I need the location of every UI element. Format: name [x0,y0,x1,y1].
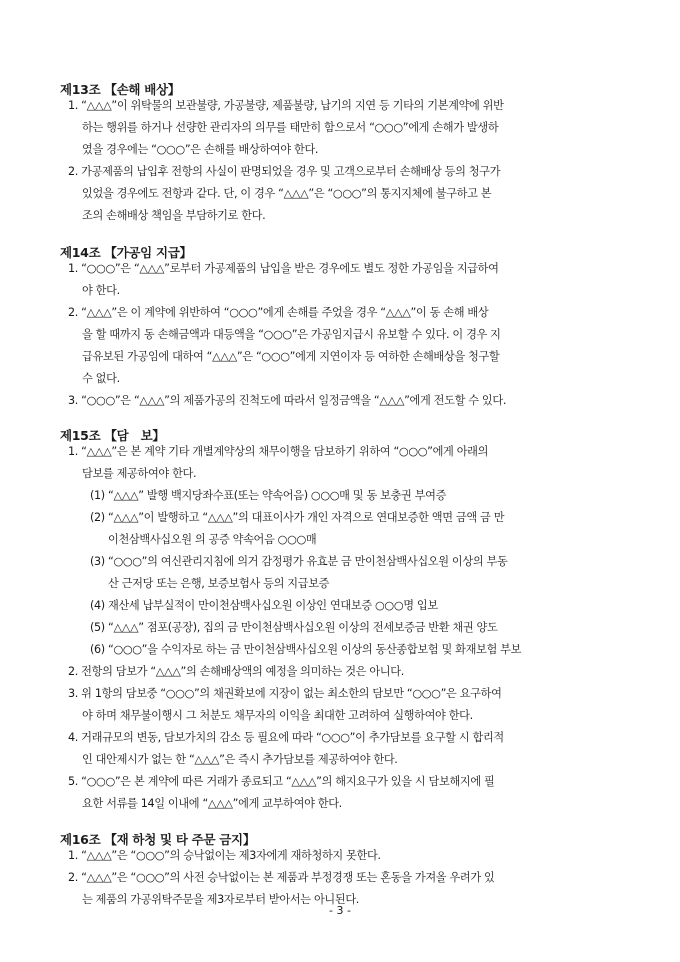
article-16-title: 제16조 【재 하청 및 타 주문 금지】 [60,832,256,847]
article-15-subitem: (6) “○○○”을 수익자로 하는 금 만이천삼백사십오원 이상의 동산종합보험 및 화재보험 부보 [90,643,522,656]
article-13-line: 있었을 경우에도 전항과 같다. 단, 이 경우 “△△△”은 “○○○”의 통지지체에 불구하고 본 [82,187,492,200]
article-13-title: 제13조 【손해 배상】 [60,82,180,97]
article-14-line: 2. “△△△”은 이 계약에 위반하여 “○○○”에게 손해를 주었을 경우 “△△△”이 동 손해 배상 [68,306,489,319]
article-14-line: 야 한다. [82,284,120,297]
article-15-line: 인 대안제시가 없는 한 “△△△”은 즉시 추가담보를 제공하여야 한다. [82,753,398,766]
article-14-line: 3. “○○○”은 “△△△”의 제품가공의 진척도에 따라서 일정금액을 “△△△”에게 전도할 수 있다. [68,394,507,407]
article-14-line: 급유보된 가공임에 대하여 “△△△”은 “○○○”에게 지연이자 등 여하한 손해배상을 청구할 [82,350,500,363]
article-15-title: 제15조 【담 보】 [60,428,165,443]
article-15-line: 4. 거래규모의 변동, 담보가치의 감소 등 필요에 따라 “○○○”이 추가담보를 요구할 시 합리적 [68,731,504,744]
article-15-subitem: (4) 재산세 납부실적이 만이천삼백사십오원 이상인 연대보증 ○○○명 입보 [90,599,438,612]
article-13-line: 2. 가공제품의 납입후 전항의 사실이 판명되었을 경우 및 고객으로부터 손해배상 등의 청구가 [68,165,501,178]
article-13-line: 였을 경우에는 “○○○”은 손해를 배상하여야 한다. [82,143,319,156]
article-14-line: 1. “○○○”은 “△△△”로부터 가공제품의 납입을 받은 경우에도 별도 정한 가공임을 지급하여 [68,262,499,275]
article-15-line: 3. 위 1항의 담보중 “○○○”의 채권확보에 지장이 없는 최소한의 담보만 “○○○”은 요구하여 [68,687,502,700]
article-15-subitem: 산 근저당 또는 은행, 보증보험사 등의 지급보증 [108,577,330,590]
article-15-line: 5. “○○○”은 본 계약에 따른 거래가 종료되고 “△△△”의 해지요구가 있을 시 담보해지에 필 [68,775,495,788]
article-15-line: 야 하며 채무불이행시 그 처분도 채무자의 이익을 최대한 고려하여 실행하여야 한다. [82,709,473,722]
article-15-line: 요한 서류를 14일 이내에 “△△△”에게 교부하여야 한다. [82,797,342,810]
article-15-subitem: (1) “△△△” 발행 백지당좌수표(또는 약속어음) ○○○매 및 동 보충권 부여증 [90,489,447,502]
page-number: - 3 - [329,904,351,917]
article-16-line: 는 제품의 가공위탁주문을 제3자로부터 받아서는 아니된다. [82,893,359,906]
article-13-line: 하는 행위를 하거나 선량한 관리자의 의무를 태만히 함으로서 “○○○”에게 손해가 발생하 [82,121,499,134]
article-15-line: 2. 전항의 담보가 “△△△”의 손해배상액의 예정을 의미하는 것은 아니다. [68,665,404,678]
article-16-line: 2. “△△△”은 “○○○”의 사전 승낙없이는 본 제품과 부정경쟁 또는 혼동을 가져올 우려가 있 [68,871,495,884]
article-15-subitem: 이천삼백사십오원 의 공증 약속어음 ○○○매 [108,533,317,546]
article-14-title: 제14조 【가공임 지급】 [60,245,192,260]
article-13-line: 조의 손해배상 책임을 부담하기로 한다. [82,209,266,222]
article-15-subitem: (2) “△△△”이 발행하고 “△△△”의 대표이사가 개인 자격으로 연대보증한 액면 금액 금 만 [90,511,505,524]
article-16-line: 1. “△△△”은 “○○○”의 승낙없이는 제3자에게 재하청하지 못한다. [68,849,381,862]
article-14-line: 수 없다. [82,372,120,385]
article-15-line: 담보를 제공하여야 한다. [82,467,197,480]
article-15-subitem: (3) “○○○”의 여신관리지침에 의거 감정평가 유효분 금 만이천삼백사십오원 이상의 부동 [90,555,508,568]
article-13-line: 1. “△△△”이 위탁물의 보관불량, 가공불량, 제품불량, 납기의 지연 등 기타의 기본계약에 위반 [68,99,504,112]
article-14-line: 을 할 때까지 동 손해금액과 대등액을 “○○○”은 가공임지급시 유보할 수 있다. 이 경우 지 [82,328,501,341]
article-15-subitem: (5) “△△△” 점포(공장), 집의 금 만이천삼백사십오원 이상의 전세보증금 반환 채권 양도 [90,621,498,634]
article-15-line: 1. “△△△”은 본 계약 기타 개별계약상의 채무이행을 담보하기 위하여 “○○○”에게 아래의 [68,445,489,458]
